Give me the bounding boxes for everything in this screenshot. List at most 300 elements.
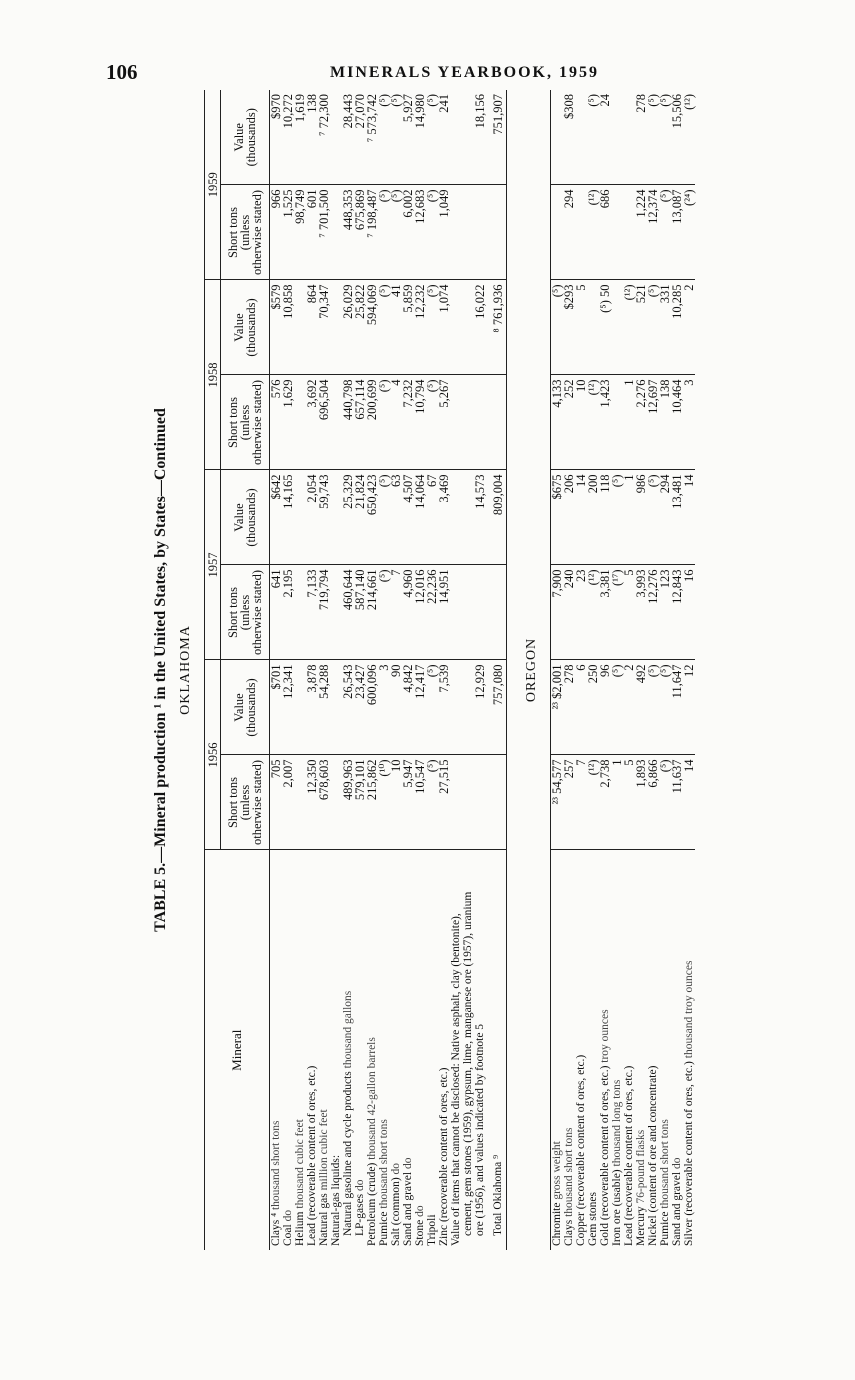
value-cell: 54,288 — [318, 660, 330, 755]
quantity-cell: 1,629 — [282, 375, 294, 470]
mineral-name: Zinc (recoverable content of ores, etc.) — [438, 1067, 450, 1246]
mineral-name: Sand and gravel — [671, 1171, 683, 1246]
quantity-cell — [450, 185, 462, 280]
quantity-cell: 98,749 — [294, 185, 306, 280]
value-cell: 138 — [306, 90, 318, 185]
mineral-cell — [659, 850, 671, 1250]
quantity-cell: ²³ 54,577 — [551, 755, 564, 850]
quantity-cell: 7 — [575, 755, 587, 850]
quantity-cell: 214,661 — [366, 565, 378, 660]
value-cell: 90 — [390, 660, 402, 755]
mineral-cell — [354, 850, 366, 1250]
quantity-cell: ⁷ 198,487 — [366, 185, 378, 280]
mineral-cell — [366, 850, 378, 1250]
quantity-cell: (⁵) — [426, 185, 438, 280]
value-cell: (⁵) — [426, 280, 438, 375]
unit-label: thousand troy ounces — [683, 960, 695, 1059]
unit-label: do — [390, 1162, 402, 1175]
quantity-cell: 2,276 — [635, 375, 647, 470]
quantity-cell: 12,276 — [647, 565, 659, 660]
total-value-cell: 751,907 — [486, 90, 507, 185]
quantity-cell: 3,692 — [306, 375, 318, 470]
value-cell: 12 — [683, 660, 695, 755]
value-cell: 10,858 — [282, 280, 294, 375]
total-quantity-cell — [486, 375, 507, 470]
quantity-cell — [450, 375, 462, 470]
value-cell: 241 — [438, 90, 450, 185]
value-cell — [450, 660, 462, 755]
quantity-cell: 5,267 — [438, 375, 450, 470]
unit-label: do — [354, 1179, 366, 1191]
quantity-cell: 10,794 — [414, 375, 426, 470]
value-cell — [450, 470, 462, 565]
mineral-cell — [270, 850, 283, 1250]
value-cell: (⁵) — [647, 280, 659, 375]
quantity-cell: (⁵) — [378, 565, 390, 660]
total-quantity-cell — [486, 565, 507, 660]
unit-label: thousand gallons — [342, 990, 354, 1069]
value-cell: 2 — [683, 280, 695, 375]
quantity-cell — [462, 375, 474, 470]
value-cell: 25,329 — [342, 470, 354, 565]
quantity-cell: 7,900 — [551, 565, 564, 660]
quantity-cell: 1,049 — [438, 185, 450, 280]
value-cell: $308 — [563, 90, 575, 185]
value-cell: 23,427 — [354, 660, 366, 755]
table-header — [205, 90, 270, 1250]
mineral-cell — [450, 850, 462, 1250]
value-cell: $675 — [551, 470, 564, 565]
value-cell: 28,443 — [342, 90, 354, 185]
value-cell: 3,878 — [306, 660, 318, 755]
running-head: MINERALS YEARBOOK, 1959 — [330, 64, 599, 81]
quantity-cell: (⁵) — [390, 185, 402, 280]
quantity-cell: 10,547 — [414, 755, 426, 850]
quantity-cell: 12,374 — [647, 185, 659, 280]
mineral-name: Gem stones — [587, 1192, 599, 1246]
quantity-cell: 678,603 — [318, 755, 330, 850]
value-cell: (⁵) — [378, 280, 390, 375]
quantity-cell: 14 — [683, 755, 695, 850]
total-quantity-cell — [486, 755, 507, 850]
quantity-cell: 12,683 — [414, 185, 426, 280]
unit-label: do — [282, 1209, 294, 1222]
value-cell: 492 — [635, 660, 647, 755]
quantity-cell: 4 — [390, 375, 402, 470]
unit-label: thousand short tons — [563, 1127, 575, 1217]
value-cell: ²³ $2,001 — [551, 660, 564, 755]
unit-label: do — [414, 1205, 426, 1217]
value-cell: 10,272 — [282, 90, 294, 185]
value-cell: 2 — [623, 660, 635, 755]
value-cell: 521 — [635, 280, 647, 375]
mineral-cell — [438, 850, 450, 1250]
mineral-cell — [635, 850, 647, 1250]
unit-label: gross weight — [551, 1141, 563, 1200]
mineral-cell — [282, 850, 294, 1250]
section-title-oklahoma: OKLAHOMA — [178, 625, 193, 715]
quantity-cell: 489,963 — [342, 755, 354, 850]
quantity-cell: 23 — [575, 565, 587, 660]
value-cell: (⁵) 50 — [599, 280, 611, 375]
value-header: Value (thousands) — [221, 470, 270, 565]
mineral-cell — [306, 850, 318, 1250]
value-cell: (⁵) — [378, 90, 390, 185]
value-cell: 41 — [390, 280, 402, 375]
mineral-name: Stone — [414, 1219, 426, 1246]
quantity-cell: 294 — [563, 185, 575, 280]
unit-label: thousand 42-gallon barrels — [366, 1037, 378, 1160]
quantity-cell — [611, 185, 623, 280]
value-cell: 650,423 — [366, 470, 378, 565]
mineral-name: Sand and gravel — [402, 1171, 414, 1246]
value-cell: (⁵) — [611, 660, 623, 755]
quantity-cell: 138 — [659, 375, 671, 470]
quantity-cell: 252 — [563, 375, 575, 470]
value-cell — [611, 90, 623, 185]
quantity-cell: (⁵) — [378, 185, 390, 280]
mineral-cell — [551, 850, 564, 1250]
short-tons-header: Short tons (unless otherwise stated) — [221, 375, 270, 470]
quantity-cell — [474, 375, 486, 470]
quantity-cell: 966 — [270, 185, 283, 280]
unit-label: thousand short tons — [378, 1119, 390, 1209]
value-cell: 18,156 — [474, 90, 486, 185]
mineral-name: Petroleum (crude) — [366, 1162, 378, 1246]
table-row — [683, 90, 695, 1250]
unit-label: do — [671, 1157, 683, 1170]
quantity-cell: 641 — [270, 565, 283, 660]
quantity-cell — [462, 755, 474, 850]
quantity-cell: (⁵) — [426, 755, 438, 850]
value-cell: (⁵) — [647, 470, 659, 565]
quantity-cell: 1,224 — [635, 185, 647, 280]
total-value-cell: ⁸ 761,936 — [486, 280, 507, 375]
quantity-cell: (¹²) — [587, 185, 599, 280]
quantity-cell — [474, 185, 486, 280]
value-cell: 14,165 — [282, 470, 294, 565]
value-cell: 13,481 — [671, 470, 683, 565]
total-row — [486, 90, 507, 1250]
oregon-rows — [551, 90, 696, 1250]
value-cell: 7,539 — [438, 660, 450, 755]
value-cell: 12,341 — [282, 660, 294, 755]
value-cell: $701 — [270, 660, 283, 755]
value-cell: $970 — [270, 90, 283, 185]
value-cell: 200 — [587, 470, 599, 565]
value-cell: 25,822 — [354, 280, 366, 375]
mineral-cell — [414, 850, 426, 1250]
quantity-cell: (⁵) — [659, 185, 671, 280]
quantity-cell: 5 — [623, 565, 635, 660]
quantity-cell: 1,893 — [635, 755, 647, 850]
value-cell: 2,054 — [306, 470, 318, 565]
quantity-cell: 696,504 — [318, 375, 330, 470]
quantity-cell: 12,697 — [647, 375, 659, 470]
value-cell: 118 — [599, 470, 611, 565]
quantity-cell: 10 — [575, 375, 587, 470]
quantity-cell: 460,644 — [342, 565, 354, 660]
quantity-cell: 22,236 — [426, 565, 438, 660]
quantity-cell: 6,002 — [402, 185, 414, 280]
value-cell: (⁵) — [587, 90, 599, 185]
short-tons-header: Short tons (unless otherwise stated) — [221, 565, 270, 660]
value-cell: 59,743 — [318, 470, 330, 565]
value-cell: 96 — [599, 660, 611, 755]
table-title: TABLE 5.—Mineral production ¹ in the United States, by States—Continued — [152, 408, 169, 932]
value-cell: 1 — [623, 470, 635, 565]
value-cell: 14,980 — [414, 90, 426, 185]
table-row — [474, 90, 486, 1250]
table-row — [450, 90, 462, 1250]
quantity-cell: (¹⁰) — [378, 755, 390, 850]
mineral-cell — [330, 850, 342, 1250]
quantity-cell: 3 — [683, 375, 695, 470]
mineral-name: Silver (recoverable content of ores, etc.) — [683, 1061, 695, 1246]
mineral-name: Pumice — [659, 1211, 671, 1246]
year-header-1956: 1956 — [205, 660, 221, 850]
mineral-name: Coal — [282, 1224, 294, 1246]
value-cell: 16,022 — [474, 280, 486, 375]
mineral-cell — [402, 850, 414, 1250]
mineral-name: cement, gem stones (1959), gypsum, lime, manganese ore (1957), uranium — [462, 891, 474, 1236]
quantity-cell — [462, 565, 474, 660]
value-cell: 24 — [599, 90, 611, 185]
total-value-cell: 809,004 — [486, 470, 507, 565]
mineral-cell — [671, 850, 683, 1250]
value-cell: 14,064 — [414, 470, 426, 565]
value-cell: (⁵) — [426, 90, 438, 185]
value-header: Value (thousands) — [221, 660, 270, 755]
quantity-cell: 675,869 — [354, 185, 366, 280]
table-row — [438, 90, 450, 1250]
quantity-cell — [611, 375, 623, 470]
oklahoma-rows — [270, 90, 507, 1250]
mineral-name: Clays — [563, 1219, 575, 1246]
mineral-name: Nickel (content of ore and concentrate) — [647, 1065, 659, 1246]
quantity-cell: 11,637 — [671, 755, 683, 850]
value-cell: (⁵) — [551, 280, 564, 375]
value-cell: 278 — [635, 90, 647, 185]
table-row — [318, 90, 330, 1250]
unit-label: thousand short tons — [270, 1120, 282, 1211]
quantity-cell: 257 — [563, 755, 575, 850]
value-cell: 21,824 — [354, 470, 366, 565]
value-cell: 4,842 — [402, 660, 414, 755]
quantity-cell: 12,350 — [306, 755, 318, 850]
quantity-cell: 1,423 — [599, 375, 611, 470]
quantity-cell: (⁵) — [378, 375, 390, 470]
value-cell: $293 — [563, 280, 575, 375]
value-cell — [450, 280, 462, 375]
short-tons-header: Short tons (unless otherwise stated) — [221, 185, 270, 280]
mineral-name: LP-gases — [354, 1193, 366, 1236]
value-cell: 12,232 — [414, 280, 426, 375]
value-cell: (⁵) — [378, 470, 390, 565]
value-cell: 15,506 — [671, 90, 683, 185]
quantity-cell: 657,114 — [354, 375, 366, 470]
quantity-cell: 10,464 — [671, 375, 683, 470]
mineral-name: Mercury — [635, 1206, 647, 1246]
value-cell: 3 — [378, 660, 390, 755]
value-cell: ⁷ 72,300 — [318, 90, 330, 185]
quantity-cell: 4,133 — [551, 375, 564, 470]
unit-label: troy ounces — [599, 1009, 611, 1063]
quantity-cell: 2,007 — [282, 755, 294, 850]
quantity-cell: 686 — [599, 185, 611, 280]
quantity-cell: 3,381 — [599, 565, 611, 660]
mineral-cell — [683, 850, 695, 1250]
quantity-cell: 240 — [563, 565, 575, 660]
quantity-cell: 5,947 — [402, 755, 414, 850]
quantity-cell: 3,993 — [635, 565, 647, 660]
quantity-cell: (¹²) — [587, 565, 599, 660]
mineral-name: Lead (recoverable content of ores, etc.) — [306, 1065, 318, 1246]
mineral-cell — [647, 850, 659, 1250]
value-cell: 63 — [390, 470, 402, 565]
quantity-cell: 27,515 — [438, 755, 450, 850]
value-cell: 250 — [587, 660, 599, 755]
value-cell: 594,069 — [366, 280, 378, 375]
quantity-cell: 12,016 — [414, 565, 426, 660]
mineral-cell — [318, 850, 330, 1250]
mineral-column-header: Mineral — [229, 1029, 244, 1071]
value-cell: 14 — [575, 470, 587, 565]
value-cell: 26,029 — [342, 280, 354, 375]
value-cell: 5 — [575, 280, 587, 375]
value-cell: 12,929 — [474, 660, 486, 755]
mineral-name: Pumice — [378, 1211, 390, 1246]
value-cell: 10,285 — [671, 280, 683, 375]
mineral-cell — [563, 850, 575, 1250]
value-cell: 5,859 — [402, 280, 414, 375]
quantity-cell: 440,798 — [342, 375, 354, 470]
unit-label: thousand short tons — [659, 1119, 671, 1209]
mineral-cell — [575, 850, 587, 1250]
quantity-cell: 7 — [390, 565, 402, 660]
quantity-cell — [450, 565, 462, 660]
value-cell: 26,543 — [342, 660, 354, 755]
value-cell: (⁵) — [426, 660, 438, 755]
year-header-1959: 1959 — [205, 90, 221, 280]
value-cell: 331 — [659, 280, 671, 375]
value-cell: 14,573 — [474, 470, 486, 565]
mineral-name: Copper (recoverable content of ores, etc.) — [575, 1054, 587, 1246]
quantity-cell: (⁵) — [426, 375, 438, 470]
value-header: Value (thousands) — [221, 280, 270, 375]
quantity-cell: 1 — [611, 755, 623, 850]
mineral-name: Value of items that cannot be disclosed: Native asphalt, clay (bentonite), — [450, 913, 462, 1246]
quantity-cell: 1,525 — [282, 185, 294, 280]
mineral-cell — [599, 850, 611, 1250]
value-cell: 67 — [426, 470, 438, 565]
quantity-cell: (⁵) — [659, 755, 671, 850]
quantity-cell: 13,087 — [671, 185, 683, 280]
mineral-name: Natural gasoline and cycle products — [342, 1071, 354, 1236]
oklahoma-table — [204, 90, 507, 1250]
unit-label: 76-pound flasks — [635, 1129, 647, 1204]
mineral-name: Iron ore (usable) — [611, 1169, 623, 1246]
quantity-cell: 123 — [659, 565, 671, 660]
short-tons-header: Short tons (unless otherwise stated) — [221, 755, 270, 850]
quantity-cell: 2,195 — [282, 565, 294, 660]
oregon-table — [550, 90, 695, 1250]
quantity-cell: 215,862 — [366, 755, 378, 850]
quantity-cell: 14,951 — [438, 565, 450, 660]
value-cell: (⁵) — [390, 90, 402, 185]
mineral-name: Lead (recoverable content of ores, etc.) — [623, 1065, 635, 1246]
quantity-cell: (²⁴) — [683, 185, 695, 280]
mineral-name: Chromite — [551, 1202, 563, 1246]
total-quantity-cell — [486, 185, 507, 280]
value-cell: (¹²) — [683, 90, 695, 185]
value-cell: 1,074 — [438, 280, 450, 375]
mineral-cell — [611, 850, 623, 1250]
value-cell: 12,417 — [414, 660, 426, 755]
mineral-cell — [390, 850, 402, 1250]
value-cell: 5,927 — [402, 90, 414, 185]
quantity-cell: (¹²) — [587, 375, 599, 470]
value-cell: (⁵) — [647, 660, 659, 755]
mineral-cell — [587, 850, 599, 1250]
quantity-cell: 5 — [623, 755, 635, 850]
value-cell: 70,347 — [318, 280, 330, 375]
mineral-name: Helium — [294, 1211, 306, 1246]
table-row — [282, 90, 294, 1250]
quantity-cell: 705 — [270, 755, 283, 850]
quantity-cell: 6,866 — [647, 755, 659, 850]
value-cell: 11,647 — [671, 660, 683, 755]
quantity-cell: 2,738 — [599, 755, 611, 850]
value-cell: (⁵) — [647, 90, 659, 185]
mineral-name: ore (1956), and values indicated by footnote 5 — [474, 1023, 486, 1236]
value-cell: (¹²) — [623, 280, 635, 375]
mineral-cell — [623, 850, 635, 1250]
quantity-cell: ⁷ 701,500 — [318, 185, 330, 280]
quantity-cell: 576 — [270, 375, 283, 470]
quantity-cell: 200,699 — [366, 375, 378, 470]
mineral-name: Gold (recoverable content of ores, etc.) — [599, 1065, 611, 1246]
value-cell: 6 — [575, 660, 587, 755]
quantity-cell: 1 — [623, 375, 635, 470]
value-cell: 278 — [563, 660, 575, 755]
mineral-name: Natural-gas liquids: — [330, 1154, 342, 1246]
value-cell: 14 — [683, 470, 695, 565]
quantity-cell — [450, 755, 462, 850]
page-number: 106 — [106, 60, 138, 84]
rotated-table-block — [152, 90, 792, 1250]
value-cell: (⁵) — [659, 90, 671, 185]
quantity-cell: 579,101 — [354, 755, 366, 850]
value-cell — [450, 90, 462, 185]
value-cell: 4,507 — [402, 470, 414, 565]
quantity-cell: 7,232 — [402, 375, 414, 470]
mineral-name: Salt (common) — [390, 1177, 402, 1246]
value-cell: 986 — [635, 470, 647, 565]
quantity-cell: (¹⁷) — [611, 565, 623, 660]
mineral-cell — [342, 850, 354, 1250]
value-cell: (⁵) — [659, 660, 671, 755]
value-cell: 1,619 — [294, 90, 306, 185]
total-label: Total Oklahoma ⁹ — [492, 1154, 504, 1236]
value-cell: 27,070 — [354, 90, 366, 185]
value-cell: 294 — [659, 470, 671, 565]
quantity-cell: 7,133 — [306, 565, 318, 660]
year-header-1958: 1958 — [205, 280, 221, 470]
quantity-cell: 4,960 — [402, 565, 414, 660]
mineral-cell — [474, 850, 486, 1250]
value-cell: 864 — [306, 280, 318, 375]
